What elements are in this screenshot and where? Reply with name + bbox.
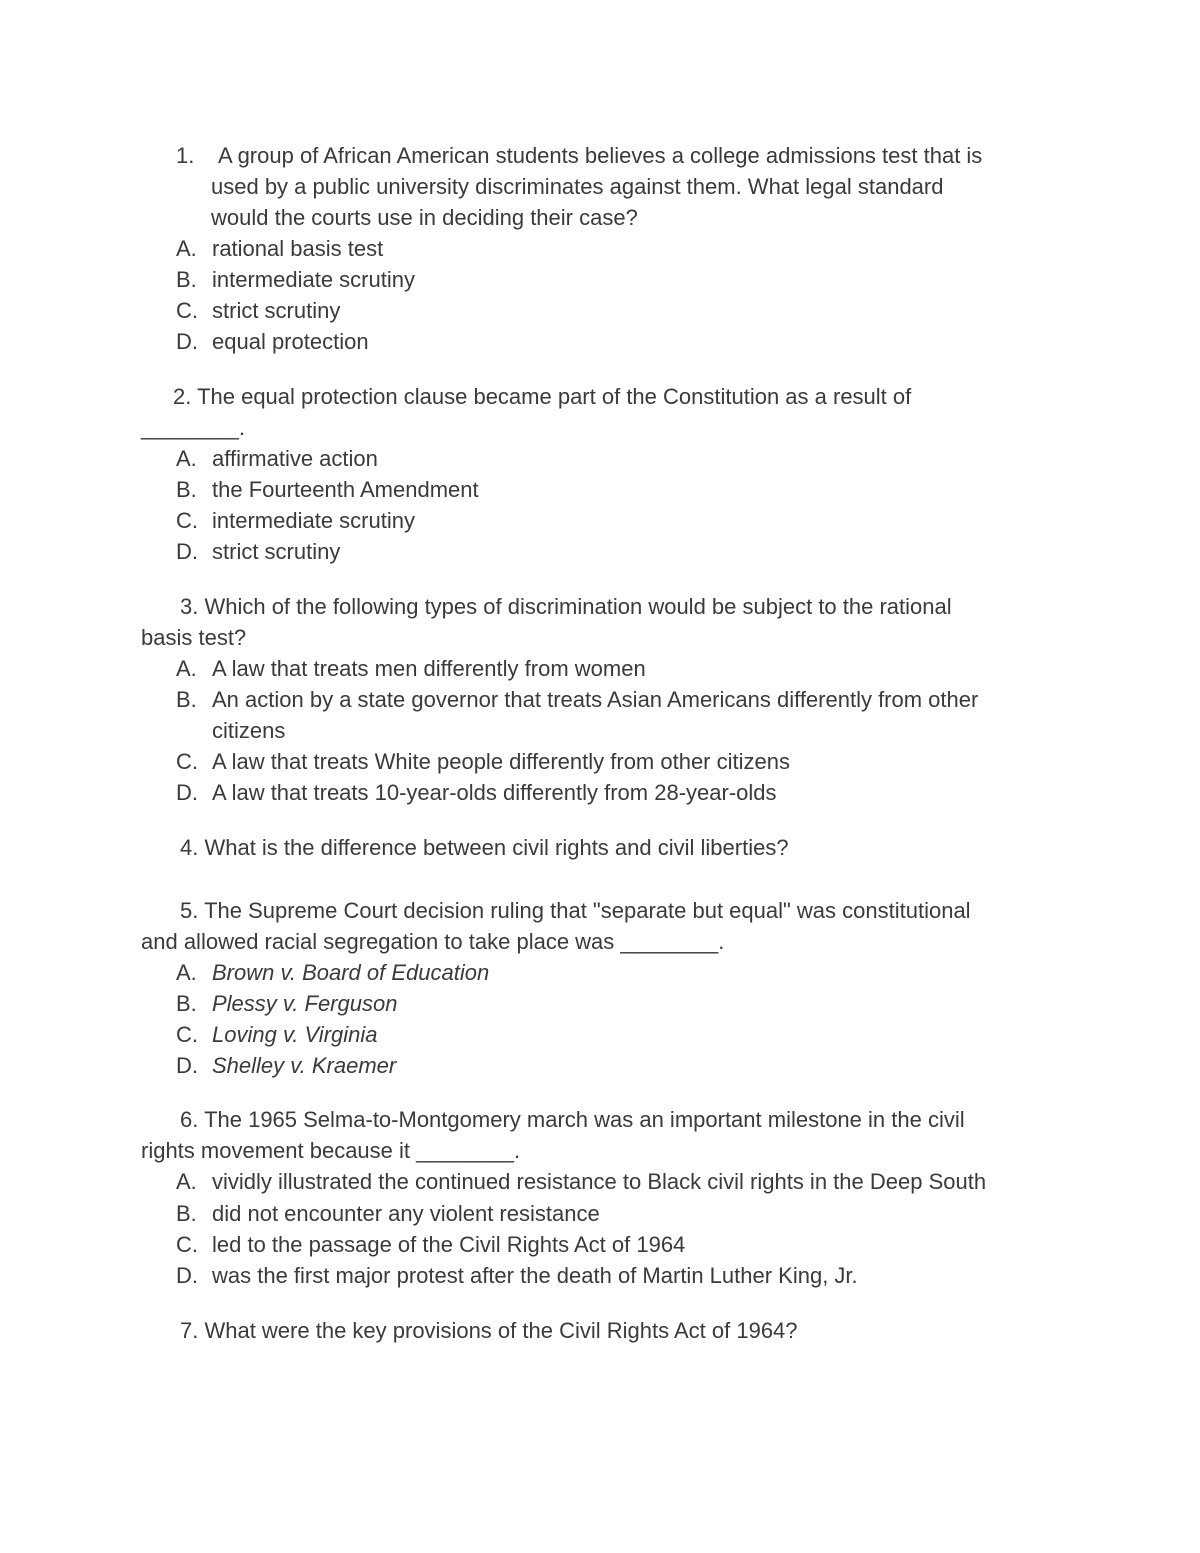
question-2-text-line-2: ________. <box>141 415 245 440</box>
option-text: intermediate scrutiny <box>212 508 415 533</box>
question-3-text-line-2: basis test? <box>141 625 247 650</box>
option-text: strict scrutiny <box>212 298 341 323</box>
question-1-text-line-3: would the courts use in deciding their case? <box>211 205 638 230</box>
option-text: Plessy v. Ferguson <box>212 991 398 1016</box>
option-text: the Fourteenth Amendment <box>212 477 479 502</box>
option-letter: D. <box>176 1053 198 1078</box>
question-6-text-line-1: 6. The 1965 Selma-to-Montgomery march was an important milestone in the civil <box>180 1107 965 1132</box>
option-text-continued: citizens <box>212 718 286 743</box>
question-7-text-line-1: 7. What were the key provisions of the Civil Rights Act of 1964? <box>180 1318 798 1343</box>
option-text: rational basis test <box>212 236 384 261</box>
option-letter: C. <box>176 749 198 774</box>
option-text: equal protection <box>212 329 369 354</box>
option-text: was the first major protest after the death of Martin Luther King, Jr. <box>212 1263 858 1288</box>
option-text: A law that treats 10-year-olds differently from 28-year-olds <box>212 780 777 805</box>
question-3-text-line-1: 3. Which of the following types of discrimination would be subject to the rational <box>180 594 952 619</box>
question-2-text-line-1: 2. The equal protection clause became part of the Constitution as a result of <box>173 384 912 409</box>
question-1-text-line-1: A group of African American students believes a college admissions test that is <box>218 143 983 168</box>
option-text: did not encounter any violent resistance <box>212 1201 600 1226</box>
option-letter: B. <box>176 1201 197 1226</box>
option-letter: C. <box>176 298 198 323</box>
option-text: A law that treats White people differently from other citizens <box>212 749 790 774</box>
option-letter: D. <box>176 539 198 564</box>
option-letter: B. <box>176 267 197 292</box>
option-text: Brown v. Board of Education <box>212 960 490 985</box>
option-letter: A. <box>176 236 197 261</box>
option-letter: D. <box>176 1263 198 1288</box>
option-letter: D. <box>176 780 198 805</box>
option-text: vividly illustrated the continued resistance to Black civil rights in the Deep South <box>212 1169 987 1194</box>
question-4-text-line-1: 4. What is the difference between civil rights and civil liberties? <box>180 835 789 860</box>
option-text: A law that treats men differently from women <box>212 656 646 681</box>
question-6-text-line-2: rights movement because it ________. <box>141 1138 521 1163</box>
option-letter: A. <box>176 1169 197 1194</box>
option-letter: B. <box>176 477 197 502</box>
option-letter: D. <box>176 329 198 354</box>
option-text: An action by a state governor that treats Asian Americans differently from other <box>212 687 979 712</box>
option-text: Loving v. Virginia <box>212 1022 378 1047</box>
option-letter: B. <box>176 687 197 712</box>
option-letter: A. <box>176 656 197 681</box>
question-1-text-line-2: used by a public university discriminates against them. What legal standard <box>211 174 944 199</box>
question-1-number: 1. <box>176 143 195 168</box>
option-letter: C. <box>176 508 198 533</box>
option-text: Shelley v. Kraemer <box>212 1053 397 1078</box>
option-text: intermediate scrutiny <box>212 267 415 292</box>
option-letter: C. <box>176 1022 198 1047</box>
option-text: affirmative action <box>212 446 378 471</box>
option-letter: A. <box>176 960 197 985</box>
question-5-text-line-2: and allowed racial segregation to take place was ________. <box>141 929 725 954</box>
question-5-text-line-1: 5. The Supreme Court decision ruling that "separate but equal" was constitutional <box>180 898 971 923</box>
option-letter: A. <box>176 446 197 471</box>
option-letter: B. <box>176 991 197 1016</box>
option-text: led to the passage of the Civil Rights Act of 1964 <box>212 1232 686 1257</box>
option-text: strict scrutiny <box>212 539 341 564</box>
option-letter: C. <box>176 1232 198 1257</box>
